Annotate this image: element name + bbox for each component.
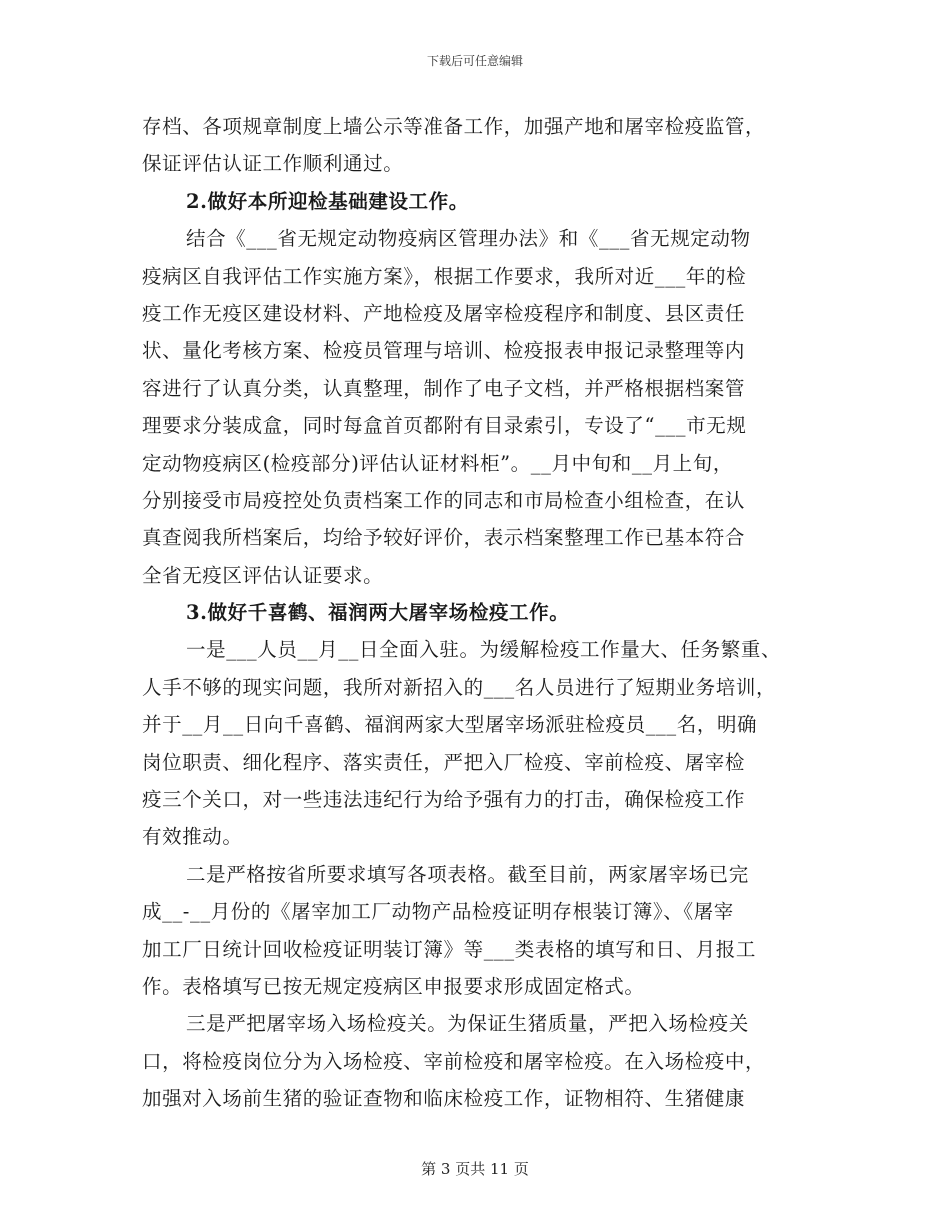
text-line: 存档、各项规章制度上墙公示等准备工作，加强产地和屠宰检疫监管， — [142, 115, 766, 138]
text-line: 真查阅我所档案后，均给予较好评价，表示档案整理工作已基本符合 — [142, 526, 746, 550]
text-line: 作。表格填写已按无规定疫病区申报要求形成固定格式。 — [142, 974, 645, 998]
text-line: 口，将检疫岗位分为入场检疫、宰前检疫和屠宰检疫。在入场检疫中， — [142, 1049, 766, 1073]
text-line: 岗位职责、细化程序、落实责任，严把入厂检疫、宰前检疫、屠宰检 — [142, 750, 746, 774]
text-line: 疫三个关口，对一些违法违纪行为给予强有力的打击，确保检疫工作 — [142, 788, 746, 812]
text-line: 全省无疫区评估认证要求。 — [142, 563, 384, 587]
text-line: 结合《___省无规定动物疫病区管理办法》和《___省无规定动物 — [186, 227, 751, 251]
text-line: 成__-__月份的《屠宰加工厂动物产品检疫证明存根装订簿》、《屠宰 — [142, 900, 734, 924]
text-line: 人手不够的现实问题，我所对新招入的___名人员进行了短期业务培训， — [142, 675, 777, 699]
text-line: 并于__月__日向千喜鹤、福润两家大型屠宰场派驻检疫员___名，明确 — [142, 713, 758, 737]
text-line: 有效推动。 — [142, 825, 243, 849]
text-line: 疫病区自我评估工作实施方案》，根据工作要求，我所对近___年的检 — [142, 264, 747, 288]
text-line: 加工厂日统计回收检疫证明装订簿》等___类表格的填写和日、月报工 — [142, 937, 756, 961]
section-heading: 2.做好本所迎检基础建设工作。 — [186, 189, 469, 213]
text-line: 疫工作无疫区建设材料、产地检疫及屠宰检疫程序和制度、县区责任 — [142, 301, 746, 325]
text-line: 加强对入场前生猪的验证查物和临床检疫工作，证物相符、生猪健康 — [142, 1087, 746, 1111]
text-line: 状、量化考核方案、检疫员管理与培训、检疫报表申报记录整理等内 — [142, 339, 746, 363]
text-line: 分别接受市局疫控处负责档案工作的同志和市局检查小组检查，在认 — [142, 488, 746, 512]
text-line: 理要求分装成盒，同时每盒首页都附有目录索引，专设了“___市无规 — [142, 414, 747, 438]
text-line: 保证评估认证工作顺利通过。 — [142, 152, 404, 176]
text-line: 三是严把屠宰场入场检疫关。为保证生猪质量，严把入场检疫关 — [186, 1012, 749, 1036]
page-footer: 第 3 页共 11 页 — [421, 1160, 529, 1178]
text-line: 一是___人员__月__日全面入驻。为缓解检疫工作量大、任务繁重、 — [186, 638, 782, 662]
page-header: 下载后可任意编辑 — [426, 54, 523, 68]
section-heading: 3.做好千喜鹤、福润两大屠宰场检疫工作。 — [186, 601, 570, 625]
text-line: 二是严格按省所要求填写各项表格。截至目前，两家屠宰场已完 — [186, 862, 749, 886]
text-line: 容进行了认真分类，认真整理，制作了电子文档，并严格根据档案管 — [142, 376, 746, 400]
text-line: 定动物疫病区(检疫部分)评估认证材料柜”。__月中旬和__月上旬， — [142, 451, 733, 475]
document-body — [142, 108, 832, 1118]
